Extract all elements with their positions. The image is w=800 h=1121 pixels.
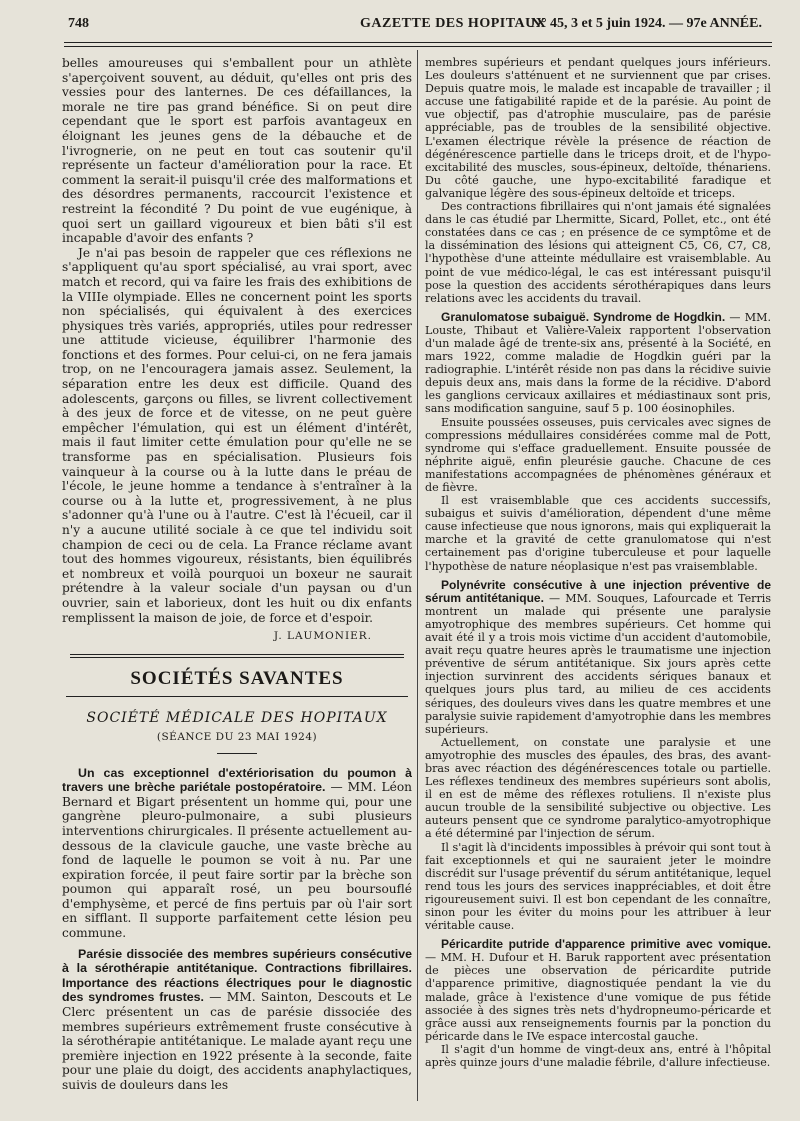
continued-paragraph: membres supérieurs et pendant quelques jours inférieurs. Les douleurs s'atténuent et ne surviennent que par crises. Depuis quatre mois, le malade est incapable de travailler ; il accuse une fatigabilité rapide et de la parésie. Au point de vue objectif, pas d'atrophie musculaire, pas de parésie appréciable, pas de troubles de la sensibilité objective. L'examen électrique révèle la présence de réaction de dégénérescence partielle dans le triceps droit, et de l'hypo-excitabilité des muscles, sous-épineux, deltoïde, thénariens. Du côté gauche, une hypo-excitabilité faradique et galvanique légère des sous-épineux deltoïde et triceps. [425,56,771,200]
session-date: (SÉANCE DU 23 MAI 1924) [156,730,318,743]
header-rule [64,42,772,43]
report-byline: — MM. Souques, Lafourcade et Terris [549,591,771,605]
society-name: SOCIÉTÉ MÉDICALE DES HOPITAUX [86,710,388,727]
section-title: SOCIÉTÉS SAVANTES [130,667,344,689]
report-text: présentent un homme qui, pour une gangrène pleuro-pulmonaire, a subi plusieurs interventions chirurgicales. Il présente actuellement au-dessous de la clavicule gauche, une vaste brèche au fond de laquelle le poumon se voit à nu. Par une expiration forcée, il peut faire sortir par la brèche son poumon qui apparaît rosé, un peu boursouflé d'emphysème, et percé de fins pertuis par où l'air sort en sifflant. Il supporte parfaitement cette lésion peu commune. [62,794,412,941]
continued-paragraph: Des contractions fibrillaires qui n'ont jamais été signalées dans le cas étudié par Lhermitte, Sicard, Pollet, etc., ont été constatées dans ce cas ; en présence de ce symptôme et de la dissémination des lésions qui atteignent C5, C6, C7, C8, l'hypothèse d'une atteinte médullaire est vraisemblable. Au point de vue médico-légal, le cas est intéressant puisqu'il pose la question des accidents sérothérapiques dans leurs relations avec les accidents du travail. [425,200,771,305]
report-item [425,579,771,736]
report-byline: — MM. Léon Bernard et Bigart [62,780,412,809]
article-paragraph: Je n'ai pas besoin de rappeler que ces réflexions ne s'appliquent qu'au sport spécialisé, au vrai sport, avec match et record, qui va faire les frais des exhibitions de la VIIIe olympiade. Elles ne concernent point les sports non spécialisés, qui équivalent à des exercices physiques très variés, appropriés, utiles pour redresser une attitude vicieuse, équilibrer l'harmonie des fonctions et des formes. Pour celui-ci, on ne fera jamais trop, on ne l'encouragera jamais assez. Seulement, la séparation entre les deux est difficile. Quand des adolescents, garçons ou filles, se livrent collectivement à des jeux de force et de vitesse, on ne peut guère empêcher l'émulation, qui est un élément d'intérêt, mais il faut limiter cette émulation pour qu'elle ne se transforme pas en spécialisation. Plusieurs fois vainqueur à la course ou à la lutte dans le préau de l'école, le jeune homme a tendance à s'entraîner à la course ou à la lutte et, progressivement, à ne plus s'adonner qu'à l'une ou à l'autre. C'est là l'écueil, car il n'y a aucune utilité sociale à ce que tel individu soit champion de ceci ou de cela. La France réclame avant tout des hommes vigoureux, résistants, bien équilibrés et nombreux et voilà pourquoi un boxeur ne saurait prétendre à la valeur sociale d'un paysan ou d'un ouvrier, sain et laborieux, dont les huit ou dix enfants remplissent la maison de joie, de force et d'espoir. [62,245,412,625]
report-text: montrent un malade qui présente une paralysie amyotrophique des membres supérieurs. Cet homme qui avait été il y a trois mois victime d'un accident d'automobile, avait reçu quatre heures après le traumatisme une injection préventive de sérum antitétanique. Six jours après cette injection survinrent des accidents sériques banaux et quelques jours plus tard, au milieu de ces accidents sériques, des douleurs vives dans les quatre membres et une paralysie suivie rapidement d'amyotrophie dans les membres supérieurs. [425,604,771,736]
report-item [425,311,771,416]
right-column [425,56,771,1103]
journal-title: GAZETTE DES HOPITAUX [360,16,547,31]
section-title-rule [66,696,408,697]
report-title: Un cas exceptionnel d'extériorisation du poumon à travers une brèche pariétale postopératoire. [62,765,412,795]
article-paragraph: belles amoureuses qui s'emballent pour un athlète s'aperçoivent souvent, au déduit, qu'elles ont pris des vessies pour des lanternes. De ces défaillances, la morale ne tire pas grand bénéfice. Si on peut dire cependant que le sport est parfois avantageux en éloignant les jeunes gens de la débauche et de l'ivrognerie, on ne peut en tout cas soutenir qu'il représente un facteur d'amélioration pour la race. Et comment la serait-il puisqu'il crée des malformations et des désordres permanents, raccourcit l'existence et restreint la fécondité ? Du point de vue eugénique, à quoi sert un gaillard vigoureux et bien bâti s'il est incapable d'avoir des enfants ? [62,56,412,246]
report-title: Parésie dissociée des membres supérieurs consécutive à la sérothérapie antitétanique. Contractions fibrillaires. Importance des réactions électriques pour le diagnostic des syndromes frustes. [62,946,412,1005]
report-title: Péricardite putride d'apparence primitive avec vomique. [441,937,771,952]
section-separator [70,654,404,658]
column-divider [417,50,418,1101]
report-paragraph: Il s'agit là d'incidents impossibles à prévoir qui sont tout à fait exceptionnels et qui ne sauraient jeter le moindre discrédit sur l'usage préventif du sérum antitétanique, lequel rend tous les jours des services inappréciables, et doit être rigoureusement suivi. Il est bon cependant de les connaître, sinon pour les éviter du moins pour les attribuer à leur véritable cause. [425,840,771,933]
report-title: Polynévrite consécutive à une injection préventive de sérum antitétanique. [425,577,771,605]
report-paragraph: Il est vraisemblable que ces accidents successifs, subaigus et suivis d'amélioration, dépendent d'une même cause infectieuse que nous ignorons, mais qui expliquerait la marche et la gravité de cette granulomatose qui n'est certainement pas d'origine tuberculeuse et pour laquelle l'hypothèse de nature néoplasique n'est pas vraisemblable. [425,494,771,573]
issue-info: N° 45, 3 et 5 juin 1924. — 97e ANNÉE. [530,16,762,31]
report-paragraph: Actuellement, on constate une paralysie et une amyotrophie des muscles des épaules, des bras, des avant-bras avec réaction des dégénérescences totale ou partielle. Les réflexes tendineux des membres supérieurs sont abolis, il en est de même des réflexes rotuliens. Il n'existe plus aucun trouble de la sensibilité subjective ou objective. Les auteurs pensent que ce syndrome paralytico-amyotrophique a été déterminé par l'injection de sérum. [425,735,771,841]
report-item [62,766,412,941]
report-item [62,947,412,1093]
running-header [30,16,780,36]
header-rule-thin [64,46,772,47]
report-item [425,938,771,1043]
session-rule [217,753,257,754]
report-paragraph: Ensuite poussées osseuses, puis cervicales avec signes de compressions médullaires considérées comme mal de Pott, syndrome qui s'efface graduellement. Ensuite poussée de néphrite aiguë, enfin pleurésie gauche. Chacune de ces manifestations accompagnées de phénomènes généraux et de fièvre. [425,415,771,494]
report-paragraph: Il s'agit d'un homme de vingt-deux ans, entré à l'hôpital après quinze jours d'une maladie fébrile, d'allure infectieuse. [425,1042,771,1070]
report-text: rapportent avec présentation de pièces une observation de péricardite putride d'apparence primitive, diagnostiquée pendant la vie du malade, grâce à l'existence d'une vomique de pus fétide associée à des signes très nets d'hydropneumo-péricarde et grâce aussi aux renseignements fournis par la ponction du péricarde dans le IVe espace intercostal gauche. [425,951,771,1043]
article-signature: J. LAUMONIER. [273,630,372,643]
report-text: présentent un cas de parésie dissociée des membres supérieurs extrêmement fruste consécutive à la sérothérapie antitétanique. Le malade ayant reçu une première injection en 1922 présente à la seconde, faite pour une plaie du doigt, des accidents anaphylactiques, suivis de douleurs dans les [62,1005,412,1092]
report-byline: — MM. Louste, Thibaut et Valière-Valeix [425,310,771,337]
page-number: 748 [68,16,89,31]
report-byline: — MM. Sainton, Descouts et Le Clerc [62,990,412,1020]
report-byline: — MM. H. Dufour et H. Baruk [425,951,600,965]
report-title: Granulomatose subaiguë. Syndrome de Hogdkin. [441,309,726,324]
report-text: rapportent l'observation d'un malade âgé de trente-six ans, présenté à la Société, en mars 1922, comme maladie de Hogdkin guéri par la radiographie. L'intérêt réside non pas dans la récidive suivie depuis deux ans, mais dans la forme de la récidive. D'abord les ganglions cervicaux axillaires et médiastinaux sont pris, sans modification sanguine, sauf 5 p. 100 éosinophiles. [425,323,771,416]
left-column [62,56,412,1103]
